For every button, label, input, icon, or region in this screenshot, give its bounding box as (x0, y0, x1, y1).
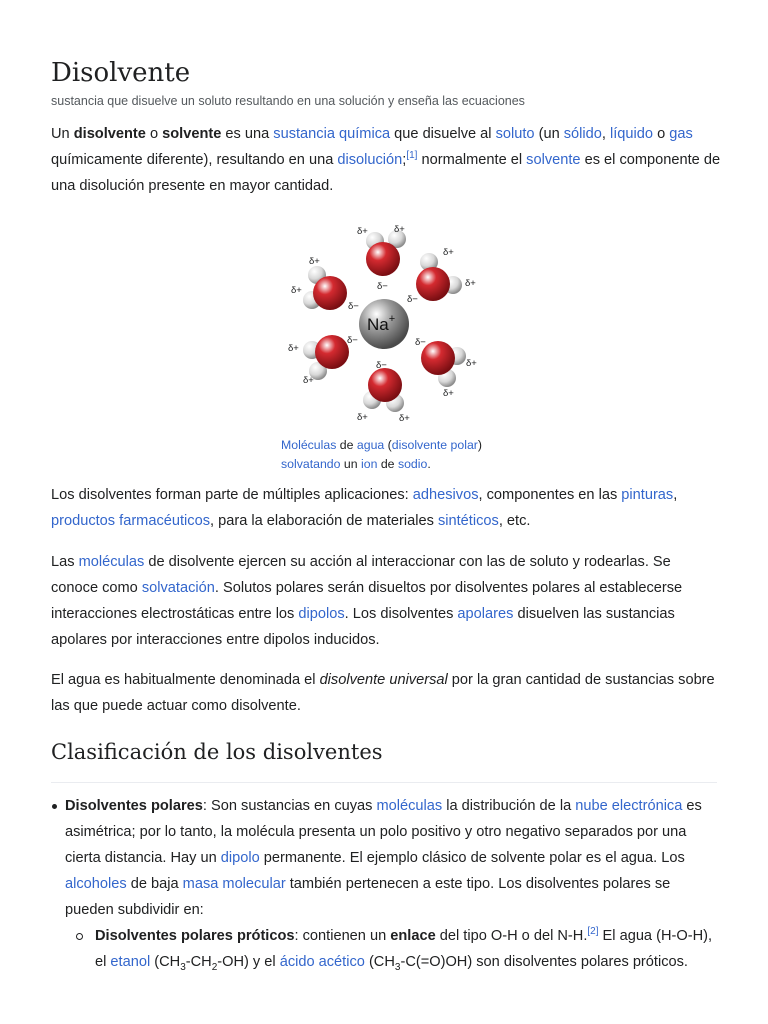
text: : contienen un (294, 928, 391, 944)
text: (CH (364, 954, 395, 970)
subscript: 3 (394, 961, 401, 973)
delta-minus-label: δ− (376, 360, 387, 371)
link-disolucion[interactable]: disolución (337, 152, 403, 168)
solvation-paragraph (51, 549, 721, 653)
applications-paragraph (51, 482, 721, 534)
text: . Los disolventes (344, 606, 458, 622)
text: o (653, 126, 670, 142)
circle-bullet-icon (76, 933, 83, 940)
link-dipolo[interactable]: dipolo (220, 850, 260, 866)
text: Las (51, 554, 79, 570)
bullet-icon (52, 804, 57, 809)
link-alcoholes[interactable]: alcoholes (65, 876, 127, 892)
link-moleculas[interactable]: moléculas (78, 554, 145, 570)
delta-minus-label: δ− (415, 337, 426, 348)
link-moleculas[interactable]: moléculas (376, 798, 443, 814)
page-subtitle: sustancia que disuelve un soluto resultando en una solución y enseña las ecuaciones (51, 94, 525, 108)
link-soluto[interactable]: soluto (495, 126, 535, 142)
link-apolares[interactable]: apolares (457, 606, 514, 622)
text: -OH) y el (217, 954, 280, 970)
oxygen-atom (315, 335, 349, 369)
text: es el componente de una disolución presente en mayor cantidad. (51, 152, 721, 194)
bold-term: disolvente (73, 126, 146, 142)
water-molecule (357, 360, 410, 424)
link-disolvente-polar[interactable]: disolvente polar (391, 438, 478, 452)
oxygen-atom (313, 276, 347, 310)
text: del tipo O-H o del N-H. (435, 928, 588, 944)
delta-plus-label: δ+ (465, 278, 476, 289)
delta-minus-label: δ− (377, 281, 388, 292)
delta-minus-label: δ− (348, 301, 359, 312)
delta-plus-label: δ+ (357, 226, 368, 237)
subscript: 3 (180, 961, 186, 973)
delta-plus-label: δ+ (357, 412, 368, 423)
delta-plus-label: δ+ (466, 358, 477, 369)
reference-1[interactable]: [1] (406, 150, 418, 162)
oxygen-atom (366, 242, 400, 276)
delta-plus-label: δ+ (309, 256, 320, 267)
text: un (340, 457, 361, 471)
subscript: 2 (211, 961, 218, 973)
link-liquido[interactable]: líquido (610, 126, 654, 142)
text: permanente. El ejemplo clásico de solvente polar es el agua. Los (259, 850, 685, 866)
list-item-protic-solvents (65, 923, 717, 975)
link-sustancia-quimica[interactable]: sustancia química (273, 126, 391, 142)
delta-plus-label: δ+ (443, 388, 454, 399)
text: El agua es habitualmente denominada el (51, 672, 320, 688)
link-acido-acetico[interactable]: ácido acético (279, 954, 365, 970)
text: que disuelve al (390, 126, 496, 142)
text: también pertenecen a este tipo. Los disolventes polares se pueden subdividir en: (65, 876, 671, 918)
text: ; (402, 152, 407, 168)
list-item-polar-solvents (51, 793, 717, 975)
text: , (673, 487, 678, 503)
section-heading: Clasificación de los disolventes (51, 740, 383, 764)
bold-term: Disolventes polares próticos (95, 928, 295, 944)
text: Los disolventes forman parte de múltiples aplicaciones: (51, 487, 413, 503)
page-title: Disolvente (51, 58, 191, 88)
link-nube-electronica[interactable]: nube electrónica (575, 798, 683, 814)
text: , componentes en las (478, 487, 622, 503)
text: (un (534, 126, 564, 142)
link-solvatando[interactable]: solvatando (281, 457, 341, 471)
text: , etc. (498, 513, 531, 529)
universal-solvent-paragraph (51, 667, 721, 719)
link-pinturas[interactable]: pinturas (621, 487, 674, 503)
bold-term: Disolventes polares (65, 798, 203, 814)
water-molecule (291, 256, 359, 312)
reference-2[interactable]: [2] (587, 926, 599, 938)
section-divider (51, 782, 717, 783)
bold-term: solvente (162, 126, 222, 142)
text: . Solutos polares serán disueltos por disolventes polares al establecerse interacciones electrostáticas entre los (51, 580, 683, 622)
water-molecule (288, 335, 358, 386)
link-masa-molecular[interactable]: masa molecular (182, 876, 286, 892)
link-ion[interactable]: ion (361, 457, 378, 471)
text: de baja (126, 876, 183, 892)
text: Un (51, 126, 74, 142)
delta-plus-label: δ+ (394, 224, 405, 235)
sodium-ion-label: Na+ (367, 313, 396, 334)
delta-plus-label: δ+ (399, 413, 410, 424)
text: El agua (H-O-H), el (95, 928, 713, 970)
delta-plus-label: δ+ (443, 247, 454, 258)
text: . (427, 457, 431, 471)
text: normalmente el (417, 152, 527, 168)
link-productos-farmaceuticos[interactable]: productos farmacéuticos (51, 513, 210, 529)
text: (CH (150, 954, 181, 970)
text: ) (477, 438, 483, 452)
text: es asimétrica; por lo tanto, la molécula presenta un polo positivo y otro negativo separados por una cierta distancia. Hay un (65, 798, 702, 866)
water-molecule (407, 247, 476, 305)
solvation-figure[interactable] (281, 222, 511, 437)
link-sinteticos[interactable]: sintéticos (437, 513, 499, 529)
link-etanol[interactable]: etanol (110, 954, 151, 970)
link-solvatacion[interactable]: solvatación (141, 580, 215, 596)
oxygen-atom (421, 341, 455, 375)
link-moleculas[interactable]: Moléculas (281, 438, 337, 452)
delta-plus-label: δ+ (291, 285, 302, 296)
oxygen-atom (416, 267, 450, 301)
text: la distribución de la (442, 798, 576, 814)
italic-term: disolvente universal (319, 672, 448, 688)
intro-paragraph (51, 121, 721, 199)
link-adhesivos[interactable]: adhesivos (412, 487, 479, 503)
delta-minus-label: δ− (407, 294, 418, 305)
delta-plus-label: δ+ (303, 375, 314, 386)
delta-plus-label: δ+ (288, 343, 299, 354)
link-sodio[interactable]: sodio (397, 457, 428, 471)
text: : Son sustancias en cuyas (202, 798, 377, 814)
text: , (601, 126, 610, 142)
figure-caption (281, 436, 521, 474)
text: disuelven las sustancias apolares por interacciones entre dipolos inducidos. (51, 606, 675, 648)
water-molecule (357, 224, 406, 292)
text: de disolvente ejercen su acción al interaccionar con las de soluto y rodearlas. Se conoce como (51, 554, 671, 596)
link-agua[interactable]: agua (356, 438, 385, 452)
text: -C(=O)OH) son disolventes polares próticos. (400, 954, 688, 970)
text: ( (384, 438, 392, 452)
water-molecule (415, 337, 477, 399)
classification-list (51, 793, 717, 975)
text: , para la elaboración de materiales (210, 513, 438, 529)
text: es una (221, 126, 274, 142)
polar-solvents-sublist (65, 923, 717, 975)
text: de (377, 457, 398, 471)
text: por la gran cantidad de sustancias sobre las que puede actuar como disolvente. (51, 672, 715, 714)
link-gas[interactable]: gas (669, 126, 693, 142)
sodium-solvation-diagram (281, 222, 511, 437)
text: -CH (185, 954, 212, 970)
link-solvente[interactable]: solvente (526, 152, 581, 168)
link-dipolos[interactable]: dipolos (298, 606, 345, 622)
text: o (145, 126, 163, 142)
bold-term: enlace (390, 928, 436, 944)
text: de (336, 438, 357, 452)
link-solido[interactable]: sólido (563, 126, 602, 142)
text: químicamente diferente), resultando en una (51, 152, 338, 168)
oxygen-atom (368, 368, 402, 402)
delta-minus-label: δ− (347, 335, 358, 346)
